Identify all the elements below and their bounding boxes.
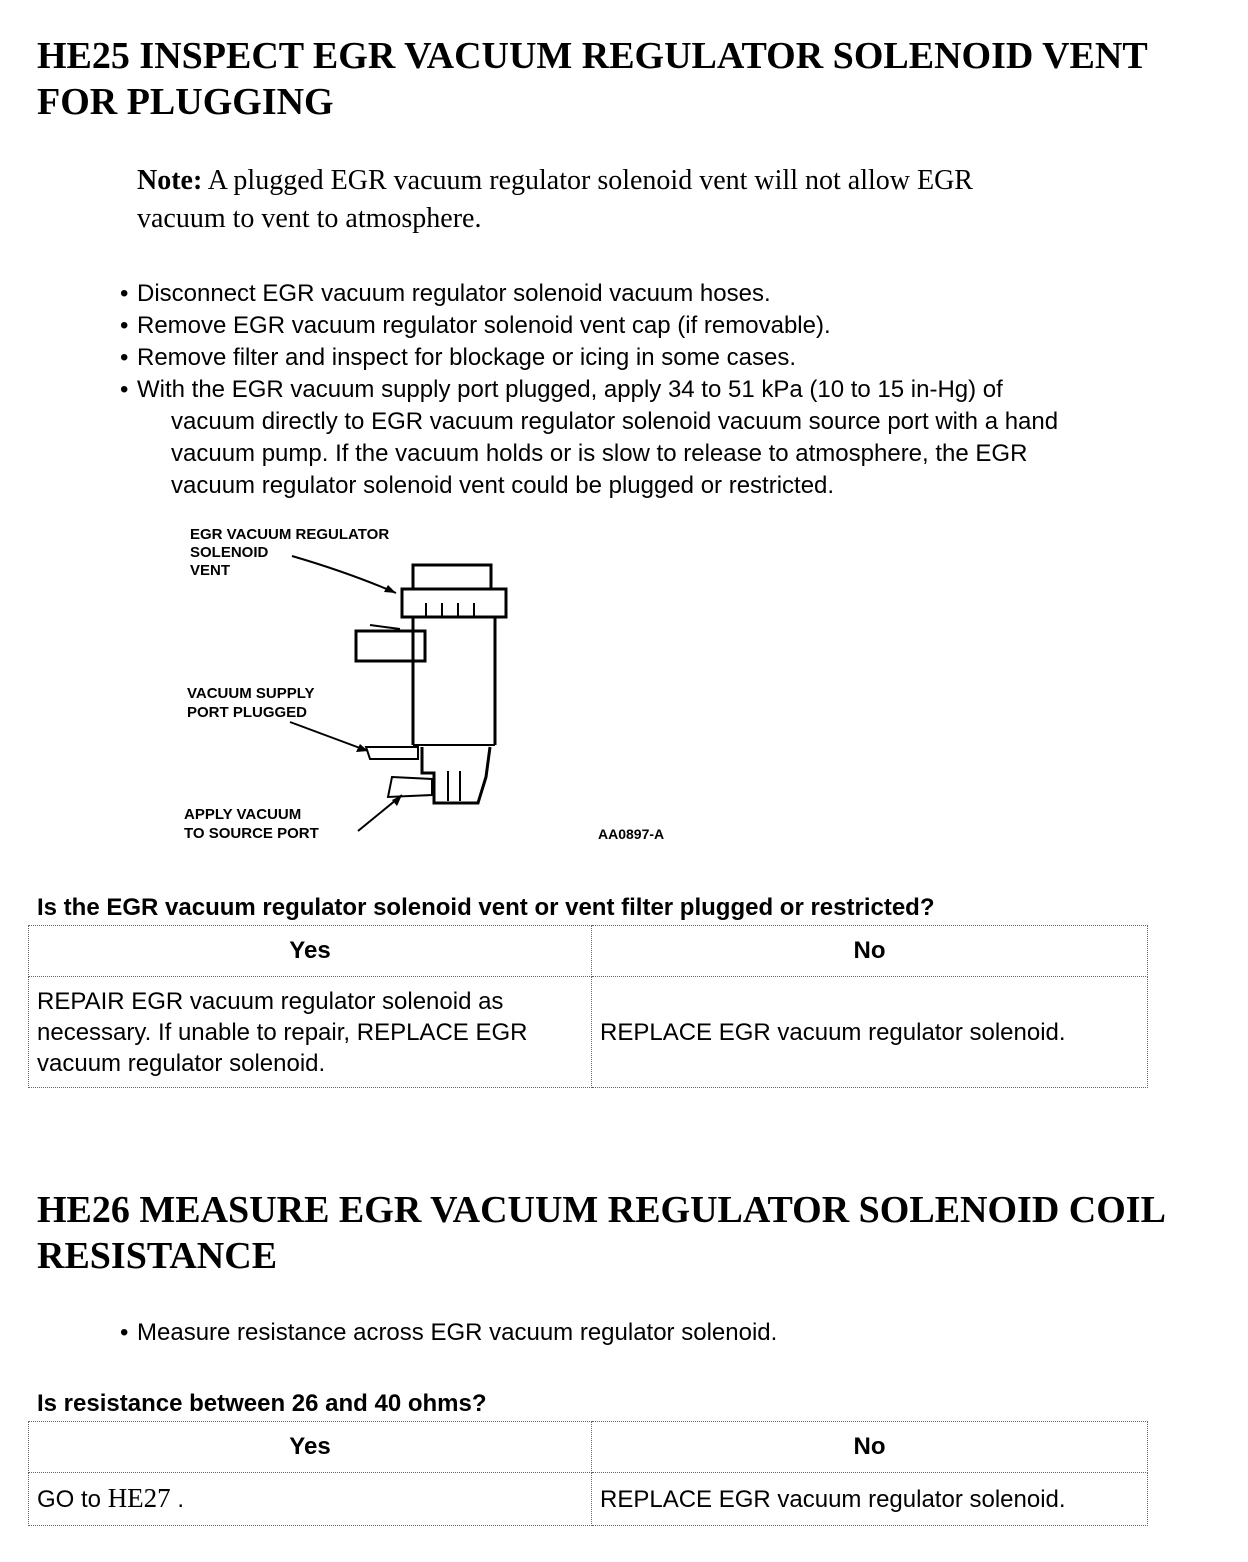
yes-header: Yes xyxy=(29,926,592,977)
section2-title-line2: RESISTANCE xyxy=(37,1235,278,1277)
apply-label-line2: TO SOURCE PORT xyxy=(184,825,319,842)
section1-question: Is the EGR vacuum regulator solenoid vent or vent filter plugged or restricted? xyxy=(37,894,935,921)
section2-question: Is resistance between 26 and 40 ohms? xyxy=(37,1390,487,1417)
note-text-line2: vacuum to vent to atmosphere. xyxy=(137,203,482,234)
bullet-icon: • xyxy=(120,312,129,339)
section2-bullet-list xyxy=(120,1317,1210,1349)
list-item: • Measure resistance across EGR vacuum regulator solenoid. xyxy=(120,1317,1210,1349)
he27-link[interactable]: HE27 xyxy=(107,1483,171,1513)
list-item: • Disconnect EGR vacuum regulator solenoid vacuum hoses. xyxy=(120,278,1210,310)
section1-bullet-list xyxy=(120,278,1210,502)
supply-label-line1: VACUUM SUPPLY xyxy=(187,685,315,702)
solenoid-illustration xyxy=(290,556,506,831)
bullet-icon: • xyxy=(120,1319,129,1346)
bullet-icon: • xyxy=(120,280,129,307)
no-header: No xyxy=(592,926,1148,977)
vent-label-line3: VENT xyxy=(190,562,231,579)
table-row xyxy=(29,977,1148,1088)
figure-id: AA0897-A xyxy=(598,826,665,842)
supply-label-line2: PORT PLUGGED xyxy=(187,704,308,721)
section2-title-line1: HE26 MEASURE EGR VACUUM REGULATOR SOLENOID COIL xyxy=(37,1189,1166,1231)
no-cell: REPLACE EGR vacuum regulator solenoid. xyxy=(592,977,1148,1088)
yes-cell: GO to HE27 . xyxy=(29,1473,592,1526)
section2-result-table xyxy=(28,1421,1148,1526)
vent-label-line1: EGR VACUUM REGULATOR xyxy=(190,526,390,543)
apply-label-line1: APPLY VACUUM xyxy=(184,806,302,823)
vent-label-line2: SOLENOID xyxy=(190,544,269,561)
bullet-icon: • xyxy=(120,344,129,371)
section1-title-line2: FOR PLUGGING xyxy=(37,81,334,123)
no-cell: REPLACE EGR vacuum regulator solenoid. xyxy=(592,1473,1148,1526)
table-header-row xyxy=(29,926,1148,977)
section2-title xyxy=(37,1187,1227,1279)
list-item: • Remove filter and inspect for blockage or icing in some cases. xyxy=(120,342,1210,374)
yes-header: Yes xyxy=(29,1422,592,1473)
table-header-row xyxy=(29,1422,1148,1473)
section1-result-table xyxy=(28,925,1148,1088)
note-label: Note: xyxy=(137,165,203,196)
section1-title-line1: HE25 INSPECT EGR VACUUM REGULATOR SOLENOID VENT xyxy=(37,35,1148,77)
note-text-line1: A plugged EGR vacuum regulator solenoid vent will not allow EGR xyxy=(202,165,973,196)
no-header: No xyxy=(592,1422,1148,1473)
yes-cell: REPAIR EGR vacuum regulator solenoid as necessary. If unable to repair, REPLACE EGR vacuum regulator solenoid. xyxy=(29,977,592,1088)
egr-solenoid-diagram xyxy=(170,515,710,855)
list-item: • With the EGR vacuum supply port plugged, apply 34 to 51 kPa (10 to 15 in-Hg) of vacuum directly to EGR vacuum regulator solenoid vacuum source port with a hand vacuum pump. If the vacuum holds or is slow to release to atmosphere, the EGR vacuum regulator solenoid vent could be plugged or restricted. xyxy=(120,376,1059,499)
list-item: • Remove EGR vacuum regulator solenoid vent cap (if removable). xyxy=(120,310,1210,342)
table-row xyxy=(29,1473,1148,1526)
bullet-icon: • xyxy=(120,376,129,403)
section1-title xyxy=(37,33,1227,125)
note-block xyxy=(137,162,1197,238)
